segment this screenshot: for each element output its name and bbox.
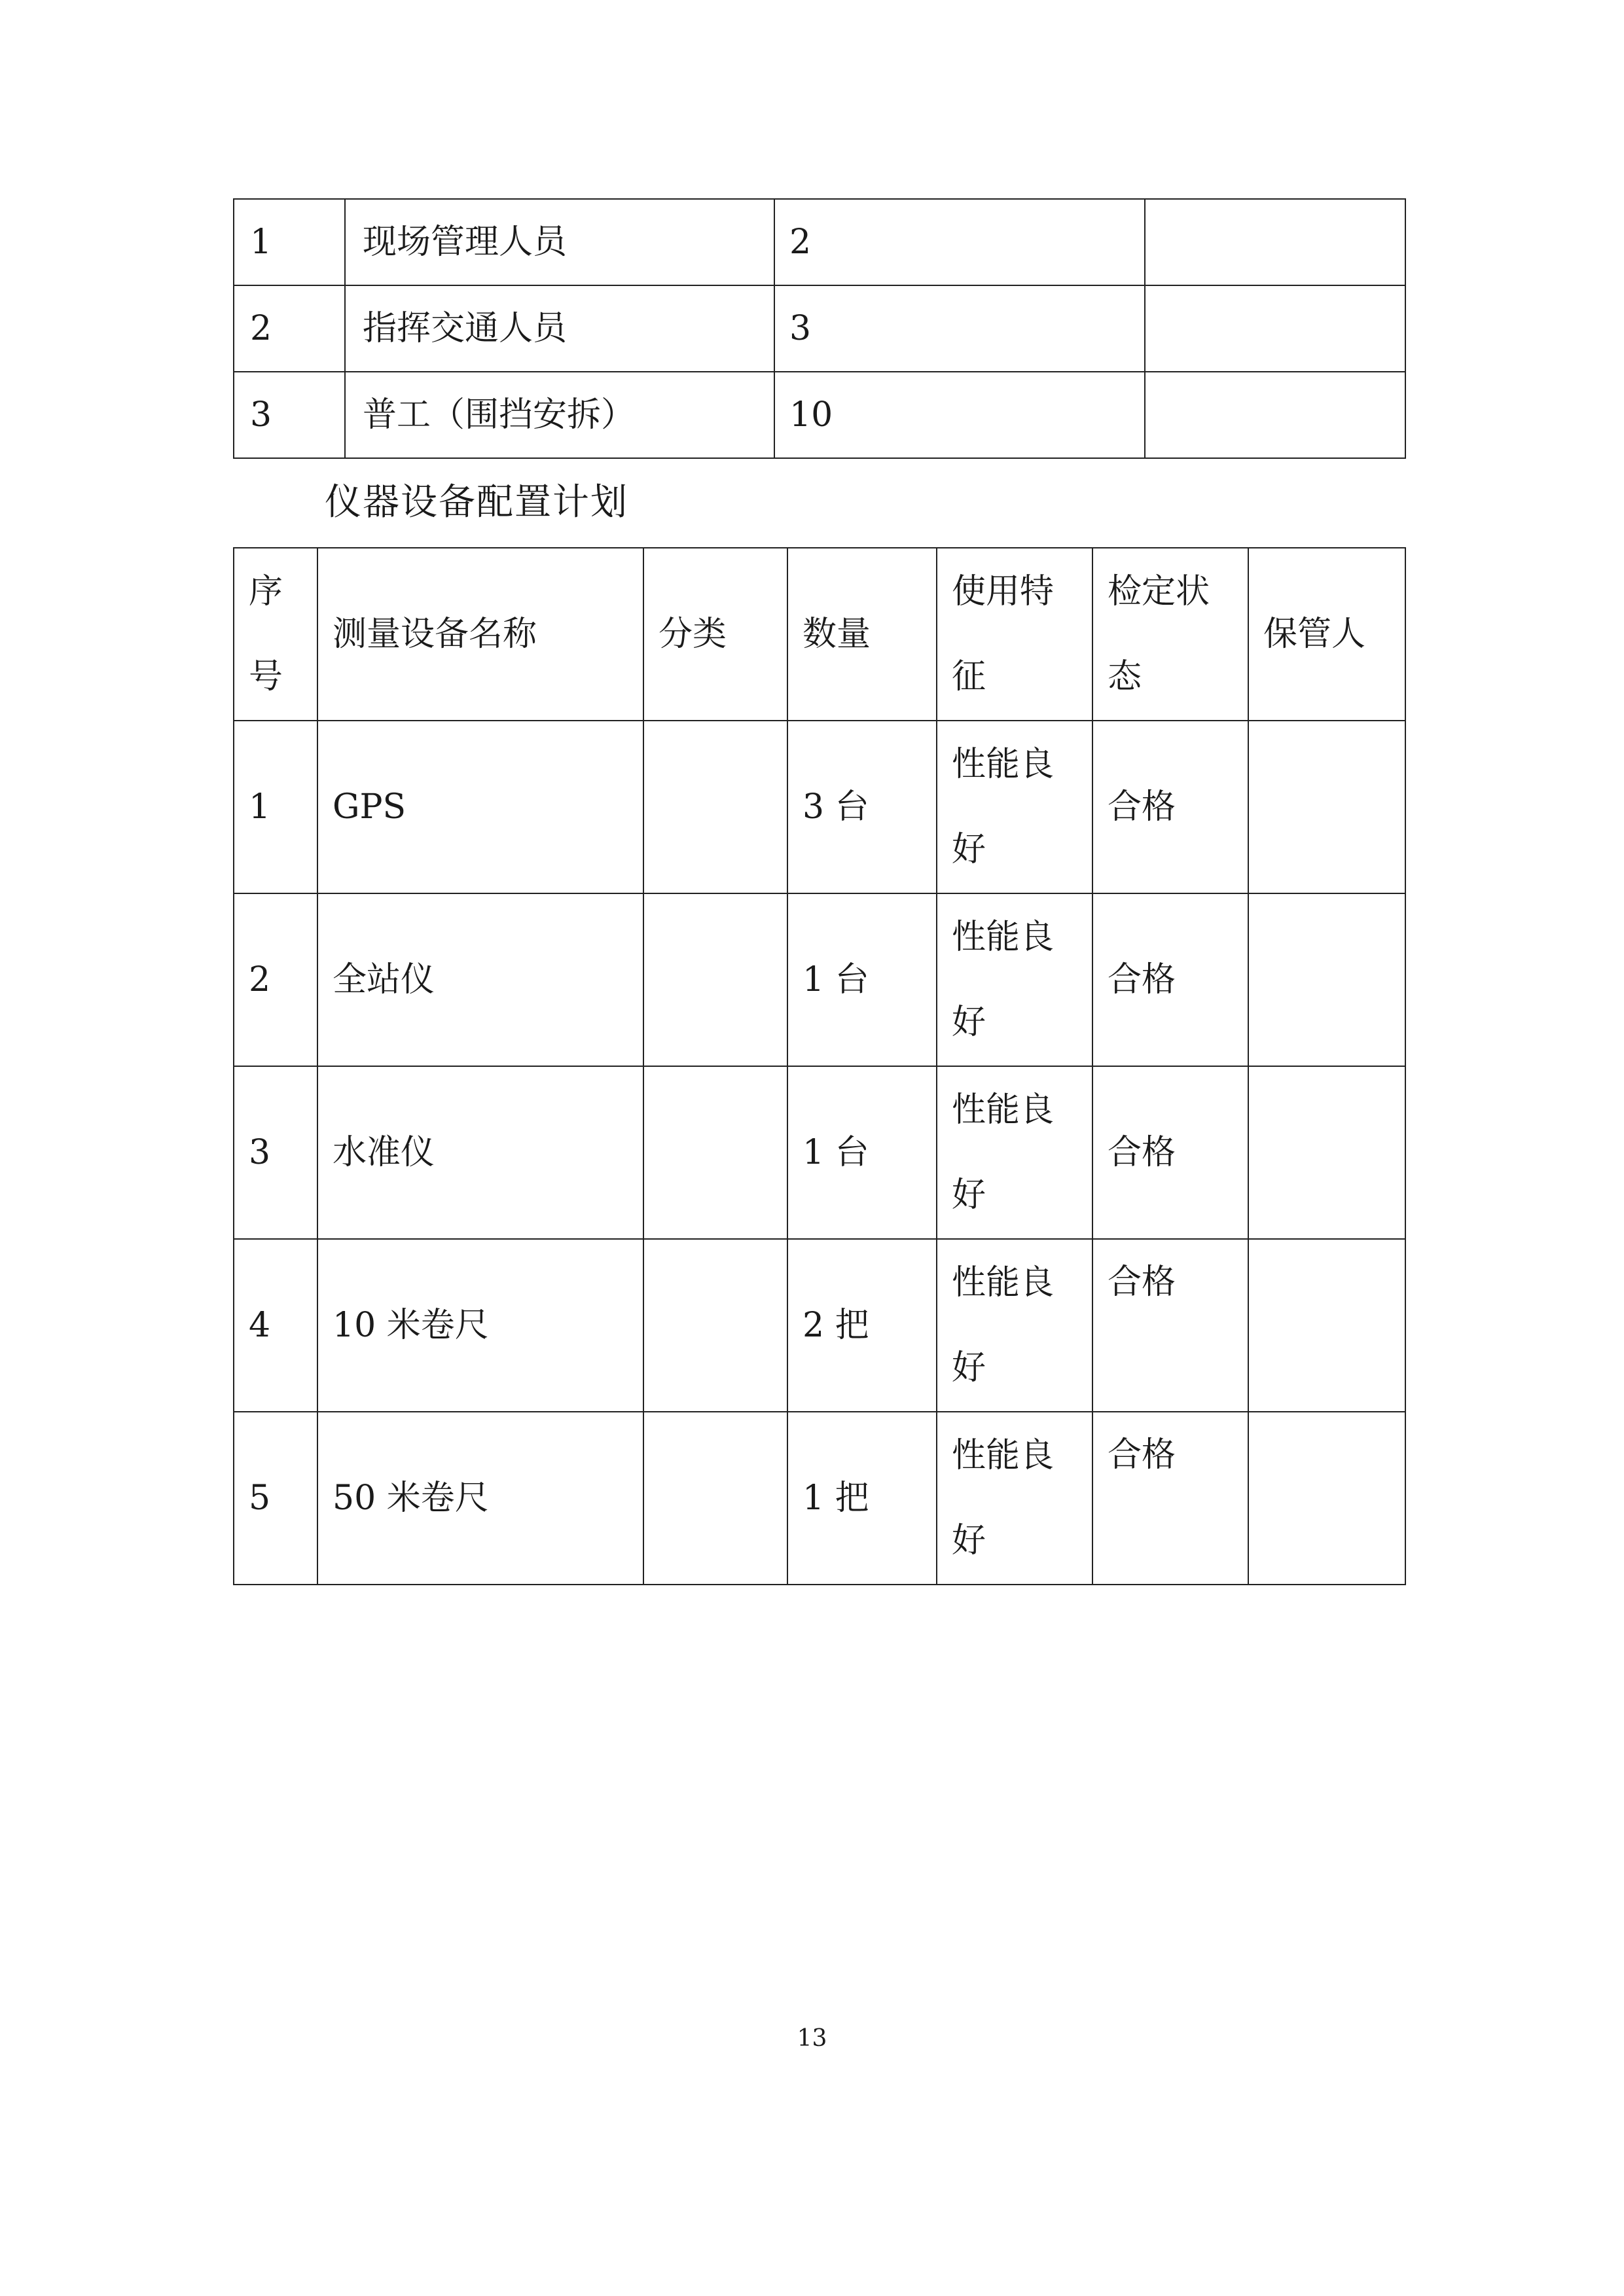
table-row [234, 372, 1405, 458]
equipment-name: GPS [317, 721, 643, 893]
usage-cell: 性能良好 [937, 721, 1092, 893]
staff-table [233, 198, 1406, 459]
header-category: 分类 [643, 548, 787, 721]
quantity-cell: 3 台 [787, 721, 937, 893]
header-quantity: 数量 [787, 548, 937, 721]
table-row [234, 1412, 1405, 1585]
quantity-cell: 1 把 [787, 1412, 937, 1585]
category-cell [643, 893, 787, 1066]
category-cell [643, 1412, 787, 1585]
quantity-cell: 2 把 [787, 1239, 937, 1412]
header-name: 测量设备名称 [317, 548, 643, 721]
header-usage: 使用特征 [937, 548, 1092, 721]
category-cell [643, 721, 787, 893]
keeper-cell [1248, 893, 1405, 1066]
status-cell: 合格 [1092, 1412, 1248, 1585]
count-cell: 3 [774, 285, 1145, 372]
table-header-row [234, 548, 1405, 721]
count-cell: 2 [774, 199, 1145, 285]
row-number: 1 [234, 721, 317, 893]
header-no: 序号 [234, 548, 317, 721]
equipment-name: 水准仪 [317, 1066, 643, 1239]
table-row [234, 893, 1405, 1066]
row-number: 1 [234, 199, 345, 285]
table-row [234, 721, 1405, 893]
page-number: 13 [797, 2025, 827, 2052]
usage-cell: 性能良好 [937, 1412, 1092, 1585]
status-cell: 合格 [1092, 893, 1248, 1066]
table-row [234, 199, 1405, 285]
row-number: 4 [234, 1239, 317, 1412]
keeper-cell [1248, 1066, 1405, 1239]
keeper-cell [1248, 1412, 1405, 1585]
note-cell [1145, 285, 1405, 372]
usage-cell: 性能良好 [937, 893, 1092, 1066]
status-cell: 合格 [1092, 1239, 1248, 1412]
equipment-name: 50 米卷尺 [317, 1412, 643, 1585]
row-number: 2 [234, 285, 345, 372]
keeper-cell [1248, 1239, 1405, 1412]
role-cell: 现场管理人员 [345, 199, 774, 285]
usage-cell: 性能良好 [937, 1239, 1092, 1412]
role-cell: 普工（围挡安拆） [345, 372, 774, 458]
row-number: 5 [234, 1412, 317, 1585]
table-row [234, 1066, 1405, 1239]
equipment-name: 全站仪 [317, 893, 643, 1066]
equipment-name: 10 米卷尺 [317, 1239, 643, 1412]
quantity-cell: 1 台 [787, 1066, 937, 1239]
equipment-table [233, 547, 1406, 1585]
status-cell: 合格 [1092, 1066, 1248, 1239]
category-cell [643, 1239, 787, 1412]
usage-cell: 性能良好 [937, 1066, 1092, 1239]
status-cell: 合格 [1092, 721, 1248, 893]
row-number: 2 [234, 893, 317, 1066]
header-status: 检定状态 [1092, 548, 1248, 721]
table-row [234, 285, 1405, 372]
category-cell [643, 1066, 787, 1239]
quantity-cell: 1 台 [787, 893, 937, 1066]
section-title: 仪器设备配置计划 [325, 481, 628, 524]
role-cell: 指挥交通人员 [345, 285, 774, 372]
table-row [234, 1239, 1405, 1412]
row-number: 3 [234, 1066, 317, 1239]
note-cell [1145, 199, 1405, 285]
keeper-cell [1248, 721, 1405, 893]
note-cell [1145, 372, 1405, 458]
header-keeper: 保管人 [1248, 548, 1405, 721]
row-number: 3 [234, 372, 345, 458]
count-cell: 10 [774, 372, 1145, 458]
